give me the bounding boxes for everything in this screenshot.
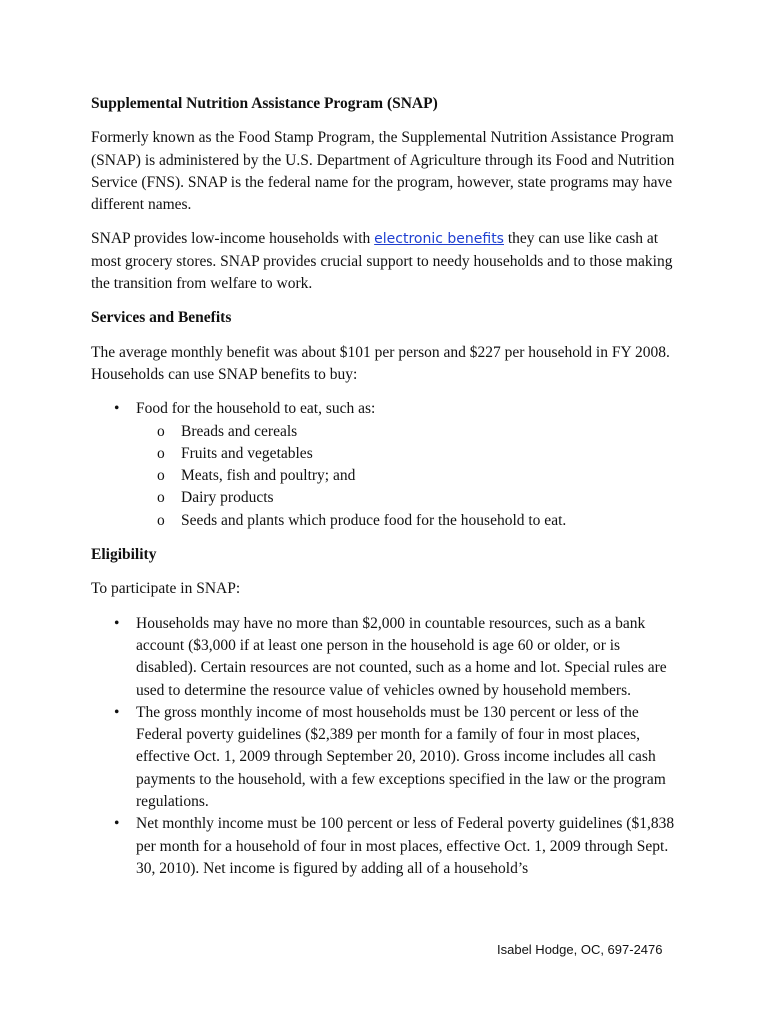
services-heading: Services and Benefits xyxy=(91,309,232,327)
list-item xyxy=(91,813,681,880)
sublist-item-text: Seeds and plants which produce food for the household to eat. xyxy=(181,511,567,529)
list-item-text: Households may have no more than $2,000 in countable resources, such as a bank account ($3,000 if at least one person in the household is age 60 or older, or is disabled). Certain resources are not counted, such as a home and lot. Special rules are used to determine the resource value of vehicles owned by household members. xyxy=(136,614,667,699)
eligibility-list xyxy=(91,613,681,881)
sublist-item-text: Breads and cereals xyxy=(181,422,298,440)
circle-bullet-icon: o xyxy=(157,444,165,462)
buy-list xyxy=(91,398,681,532)
food-sublist xyxy=(136,421,681,532)
intro-paragraph: Formerly known as the Food Stamp Program, the Supplemental Nutrition Assistance Program (SNAP) is administered by the U.S. Department of Agriculture through its Food and Nutrition Service (FNS). SNAP is the federal name for the program, however, state programs may have different names. xyxy=(91,129,675,214)
bullet-icon: • xyxy=(114,614,120,632)
sublist-item-text: Fruits and vegetables xyxy=(181,444,313,462)
sublist-item-text: Meats, fish and poultry; and xyxy=(181,467,356,485)
circle-bullet-icon: o xyxy=(157,422,165,440)
document-title: Supplemental Nutrition Assistance Program (SNAP) xyxy=(91,95,438,112)
list-item xyxy=(91,613,681,702)
sublist-item xyxy=(136,487,681,509)
bullet-icon: • xyxy=(114,703,120,721)
sublist-item xyxy=(136,465,681,487)
list-item-text: Food for the household to eat, such as: xyxy=(136,400,376,418)
sublist-item xyxy=(136,421,681,443)
eligibility-intro: To participate in SNAP: xyxy=(91,580,241,598)
provides-paragraph xyxy=(91,228,681,295)
circle-bullet-icon: o xyxy=(157,467,165,485)
list-item xyxy=(91,702,681,813)
list-item-text: The gross monthly income of most households must be 130 percent or less of the Federal poverty guidelines ($2,389 per month for a family of four in most places, effective Oct. 1, 2009 through September 20, 2010). Gross income includes all cash payments to the household, with a few exceptions specified in the law or the program regulations. xyxy=(136,703,666,811)
services-paragraph: The average monthly benefit was about $101 per person and $227 per household in FY 2008. Households can use SNAP benefits to buy: xyxy=(91,343,670,383)
circle-bullet-icon: o xyxy=(157,511,165,529)
bullet-icon: • xyxy=(114,400,120,418)
sublist-item-text: Dairy products xyxy=(181,489,274,507)
sublist-item xyxy=(136,510,681,532)
list-item-text: Net monthly income must be 100 percent or less of Federal poverty guidelines ($1,838 per month for a household of four in most places, effective Oct. 1, 2009 through Sept. 30, 2010). Net income is figured by adding all of a household’s xyxy=(136,815,675,877)
provides-text-start: SNAP provides low-income households with xyxy=(91,230,375,248)
document-page xyxy=(91,93,681,892)
circle-bullet-icon: o xyxy=(157,489,165,507)
sublist-item xyxy=(136,443,681,465)
electronic-benefits-link[interactable]: electronic benefits xyxy=(374,231,504,248)
bullet-icon: • xyxy=(114,815,120,833)
provides-text-end: they can use like cash at most grocery stores. SNAP provides crucial support to needy households and to those making the transition from welfare to work. xyxy=(91,230,673,293)
page-footer: Isabel Hodge, OC, 697-2476 xyxy=(497,942,663,957)
eligibility-heading: Eligibility xyxy=(91,546,157,564)
list-item xyxy=(91,398,681,532)
